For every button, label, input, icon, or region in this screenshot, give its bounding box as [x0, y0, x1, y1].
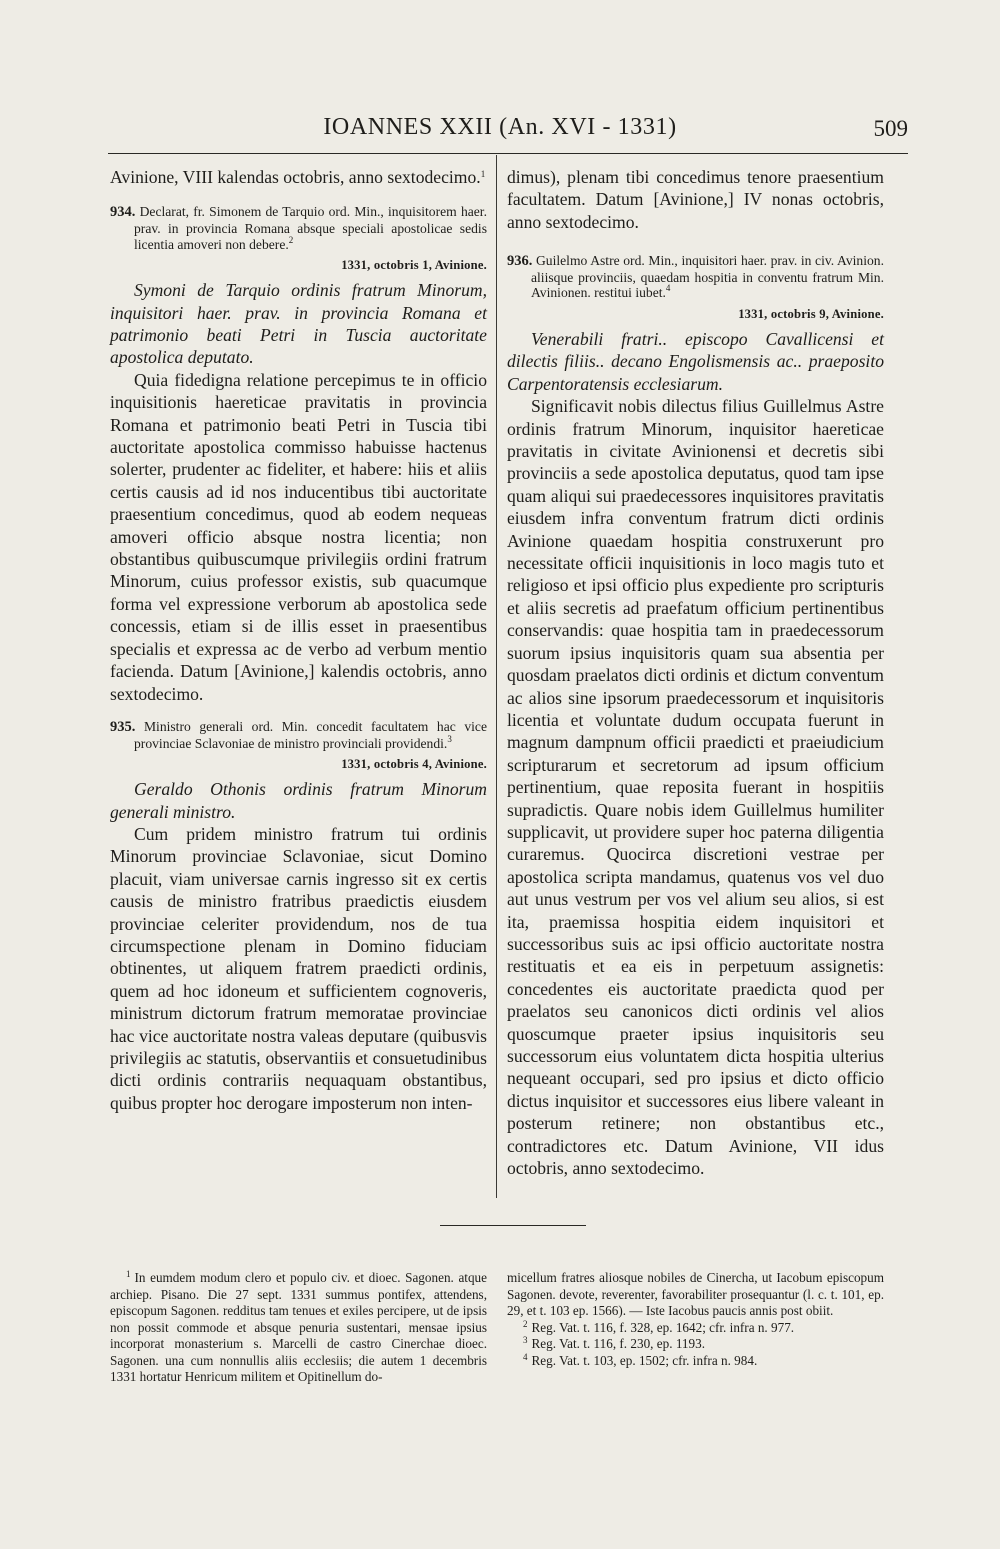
footnote-1: $^1$ In eumdem modum clero et populo civ. et dioec. Sagonen. atque archiep. Pisano. Die 27 sept. 1331 summus pontifex, attendens, episcopum Sagonen. redditus tam tenues et exiles percipere, ut de ipsis non possit commode et absque penuria sustentari, mensae ipsius incorporat monasterium s. Marcelli de castro Cinerchae dioec. Sagonen. una cum nonnullis aliis ecclesiis; die autem 1 decembris 1331 hortatur Henricum militem et Opitinellum do-: [110, 1269, 487, 1384]
header-rule: [108, 153, 908, 154]
footnote-ref: 2: [288, 234, 294, 245]
running-head: [0, 112, 1000, 146]
footnote-3: $^3$ Reg. Vat. t. 116, f. 230, ep. 1193.: [523, 1335, 705, 1351]
footnotes-right: [507, 1270, 884, 1369]
body-935: Cum pridem ministro fratrum tui ordinis Minorum provinciae Sclavoniae, sicut Domino placuit, viam universae carnis ingresso sit ex certis causis de ministro fratribus praedictis eiusdem provinciae celeriter providendum, nos de tua circumspectione plenam in Domino fiduciam obtinentes, ut aliquem fratrem praedicti ordinis, quem ad hoc idoneum et sufficientem cognoveris, ministrum dictorum fratrum memoratae provinciae hac vice auctoritate nostra valeas deputare (quibusvis privilegiis ac statutis, observantiis et consuetudinibus dicti ordinis contrariis nequaquam obstantibus, quibus propter hoc derogare imposterum non inten-: [110, 823, 487, 1113]
address-936: Venerabili fratri.. episcopo Cavallicensi et dilectis filiis.. decano Engolismensis ac.. praeposito Carpentoratensis ecclesiarum.: [507, 329, 884, 394]
dateline-936: 1331, octobris 9, Avinione.: [738, 307, 884, 321]
address-934: Symoni de Tarquio ordinis fratrum Minorum, inquisitori haer. prav. in provincia Romana et patrimonio beati Petri in Tuscia auctoritate apostolica deputato.: [110, 280, 487, 368]
dateline-934: 1331, octobris 1, Avinione.: [341, 258, 487, 273]
summary-934: 934. Declarat, fr. Simonem de Tarquio ord. Min., inquisitorem haer. prav. in provincia Romana absque speciali apostolicae sedis licentia amoveri non debere.$^2$: [110, 204, 487, 252]
footnote-marker: 3: [523, 1335, 528, 1345]
footnote-ref: 3: [447, 733, 452, 744]
column-divider: [496, 155, 497, 1198]
footnote-ref: 4: [665, 283, 671, 294]
footnote-ref: 1: [480, 169, 486, 179]
right-column: [507, 166, 884, 1179]
page-number: 509: [873, 116, 908, 141]
dateline-935: 1331, octobris 4, Avinione.: [341, 757, 487, 772]
footnote-2: $^2$ Reg. Vat. t. 116, f. 328, ep. 1642; cfr. infra n. 977.: [523, 1318, 795, 1335]
footnote-marker: 1: [126, 1269, 131, 1279]
document-934: [110, 204, 487, 705]
left-column: [110, 166, 487, 1114]
continuation-text: dimus), plenam tibi concedimus tenore praesentium facultatem. Datum [Avinione,] IV nonas octobris, anno sextodecimo.: [507, 167, 884, 232]
document-935: [110, 719, 487, 1114]
footnote-1-continued: micellum fratres aliosque nobiles de Cinercha, ut Iacobum episcopum Sagonen. devote, reverenter, favorabiliter prosequantur (l. c. t. 101, ep. 29, et t. 103 ep. 1566). — Iste Iacobus paucis annis post obiit.: [507, 1270, 884, 1318]
footnotes-left: [110, 1270, 487, 1386]
address-935: Geraldo Othonis ordinis fratrum Minorum generali ministro.: [110, 779, 487, 822]
body-934: Quia fidedigna relatione percepimus te in officio inquisitionis haereticae pravitatis in provincia Romana et patrimonio beati Petri in Tuscia tibi auctoritate apostolica commisso habuisse hactenus solerter, prudenter ac fideliter, et habere: hiis et aliis certis causis ad id nos inducentibus tibi auctoritate praesentium concedimus, quod ab eodem nequeas amoveri officio absque nostra licentia; non obstantibus quibuscumque privilegiis ordini fratrum Minorum, cuius professor existis, sub quacumque forma vel expressione verborum ab apostolica sede concessis, etiam si de illis esset in praesentibus specialis et expressa ac de verbo ad verbum mentio facienda. Datum [Avinione,] kalendis octobris, anno sextodecimo.: [110, 369, 487, 704]
body-936: Significavit nobis dilectus filius Guillelmus Astre ordinis fratrum Minorum, inquisitor haereticae pravitatis in civitate Avinionensi et decretis sibi provinciis a sede apostolica deputatus, quod tam ipse quam aliqui sui praedecessores inquisitores pravitatis eiusdem infra conventum fratrum dicti ordinis Avinione quaedam hospitia construxerunt pro necessitate officii inquisitionis in loco magis tuto et religioso et ipsi officio plus expediente pro scripturis et aliis secretis ad praefatum officium pertinentibus conservandis: quae hospitia tam in praedecessorum suorum ipsius inquisitoris quam sua absentia per quosdam praelatos dicti ordinis et dictum conventum ac alios sine ipsorum praedecessorum et inquisitoris licentia et voluntate dudum occupata fuerunt in magnum dampnum officii praedicti et praeiudicium scripturarum et secretorum ad ipsum officium pertinentium, quae reposita fuerant in hospitiis supradictis. Quare nobis idem Guillelmus humiliter supplicavit, ut providere super hoc paterna diligentia curaremus. Quocirca discretioni vestrae per apostolica scripta mandamus, quatenus vos vel duo aut unus vestrum per vos vel alium seu alios, si est ita, praemissa hospitia eidem inquisitori et successoribus suis ac ipsi officio auctoritate nostra restituatis et ea eis in perpetuum assignetis: concedentes eis auctoritate praedicta quod per praelatos seu canonicos dicti ordinis vel alios quoscumque praeter ipsius inquisitoris seu successorum eius voluntatem dicta hospitia ulterius nequeant occupari, sed pro ipsius et dicto officio dictus inquisitor et successores eius libere valeant in posterum retinere; non obstantibus etc., contradictores etc. Datum Avinione, VII idus octobris, anno sextodecimo.: [507, 396, 884, 1179]
intro-text: Avinione, VIII kalendas octobris, anno sextodecimo.$^1$: [110, 167, 486, 187]
summary-936: 936. Guilelmo Astre ord. Min., inquisitori haer. prav. in civ. Avinion. aliisque provinciis, quaedam hospitia in conventu fratrum Min. Avinionen. restitui iubet.$^4$: [507, 253, 884, 301]
doc-number: 936.: [507, 253, 533, 270]
footnote-marker: 4: [523, 1351, 528, 1362]
doc-number: 935.: [110, 718, 136, 735]
document-936: [507, 253, 884, 1179]
doc-number: 934.: [110, 204, 136, 221]
running-title: IOANNES XXII (An. XVI - 1331): [323, 114, 677, 140]
footnote-marker: 2: [523, 1318, 528, 1329]
summary-935: 935. Ministro generali ord. Min. concedit facultatem hac vice provinciae Sclavoniae de ministro provinciali providendi.$^3$: [110, 718, 487, 751]
footnote-rule: [440, 1225, 586, 1226]
footnote-4: $^4$ Reg. Vat. t. 103, ep. 1502; cfr. infra n. 984.: [523, 1351, 758, 1368]
